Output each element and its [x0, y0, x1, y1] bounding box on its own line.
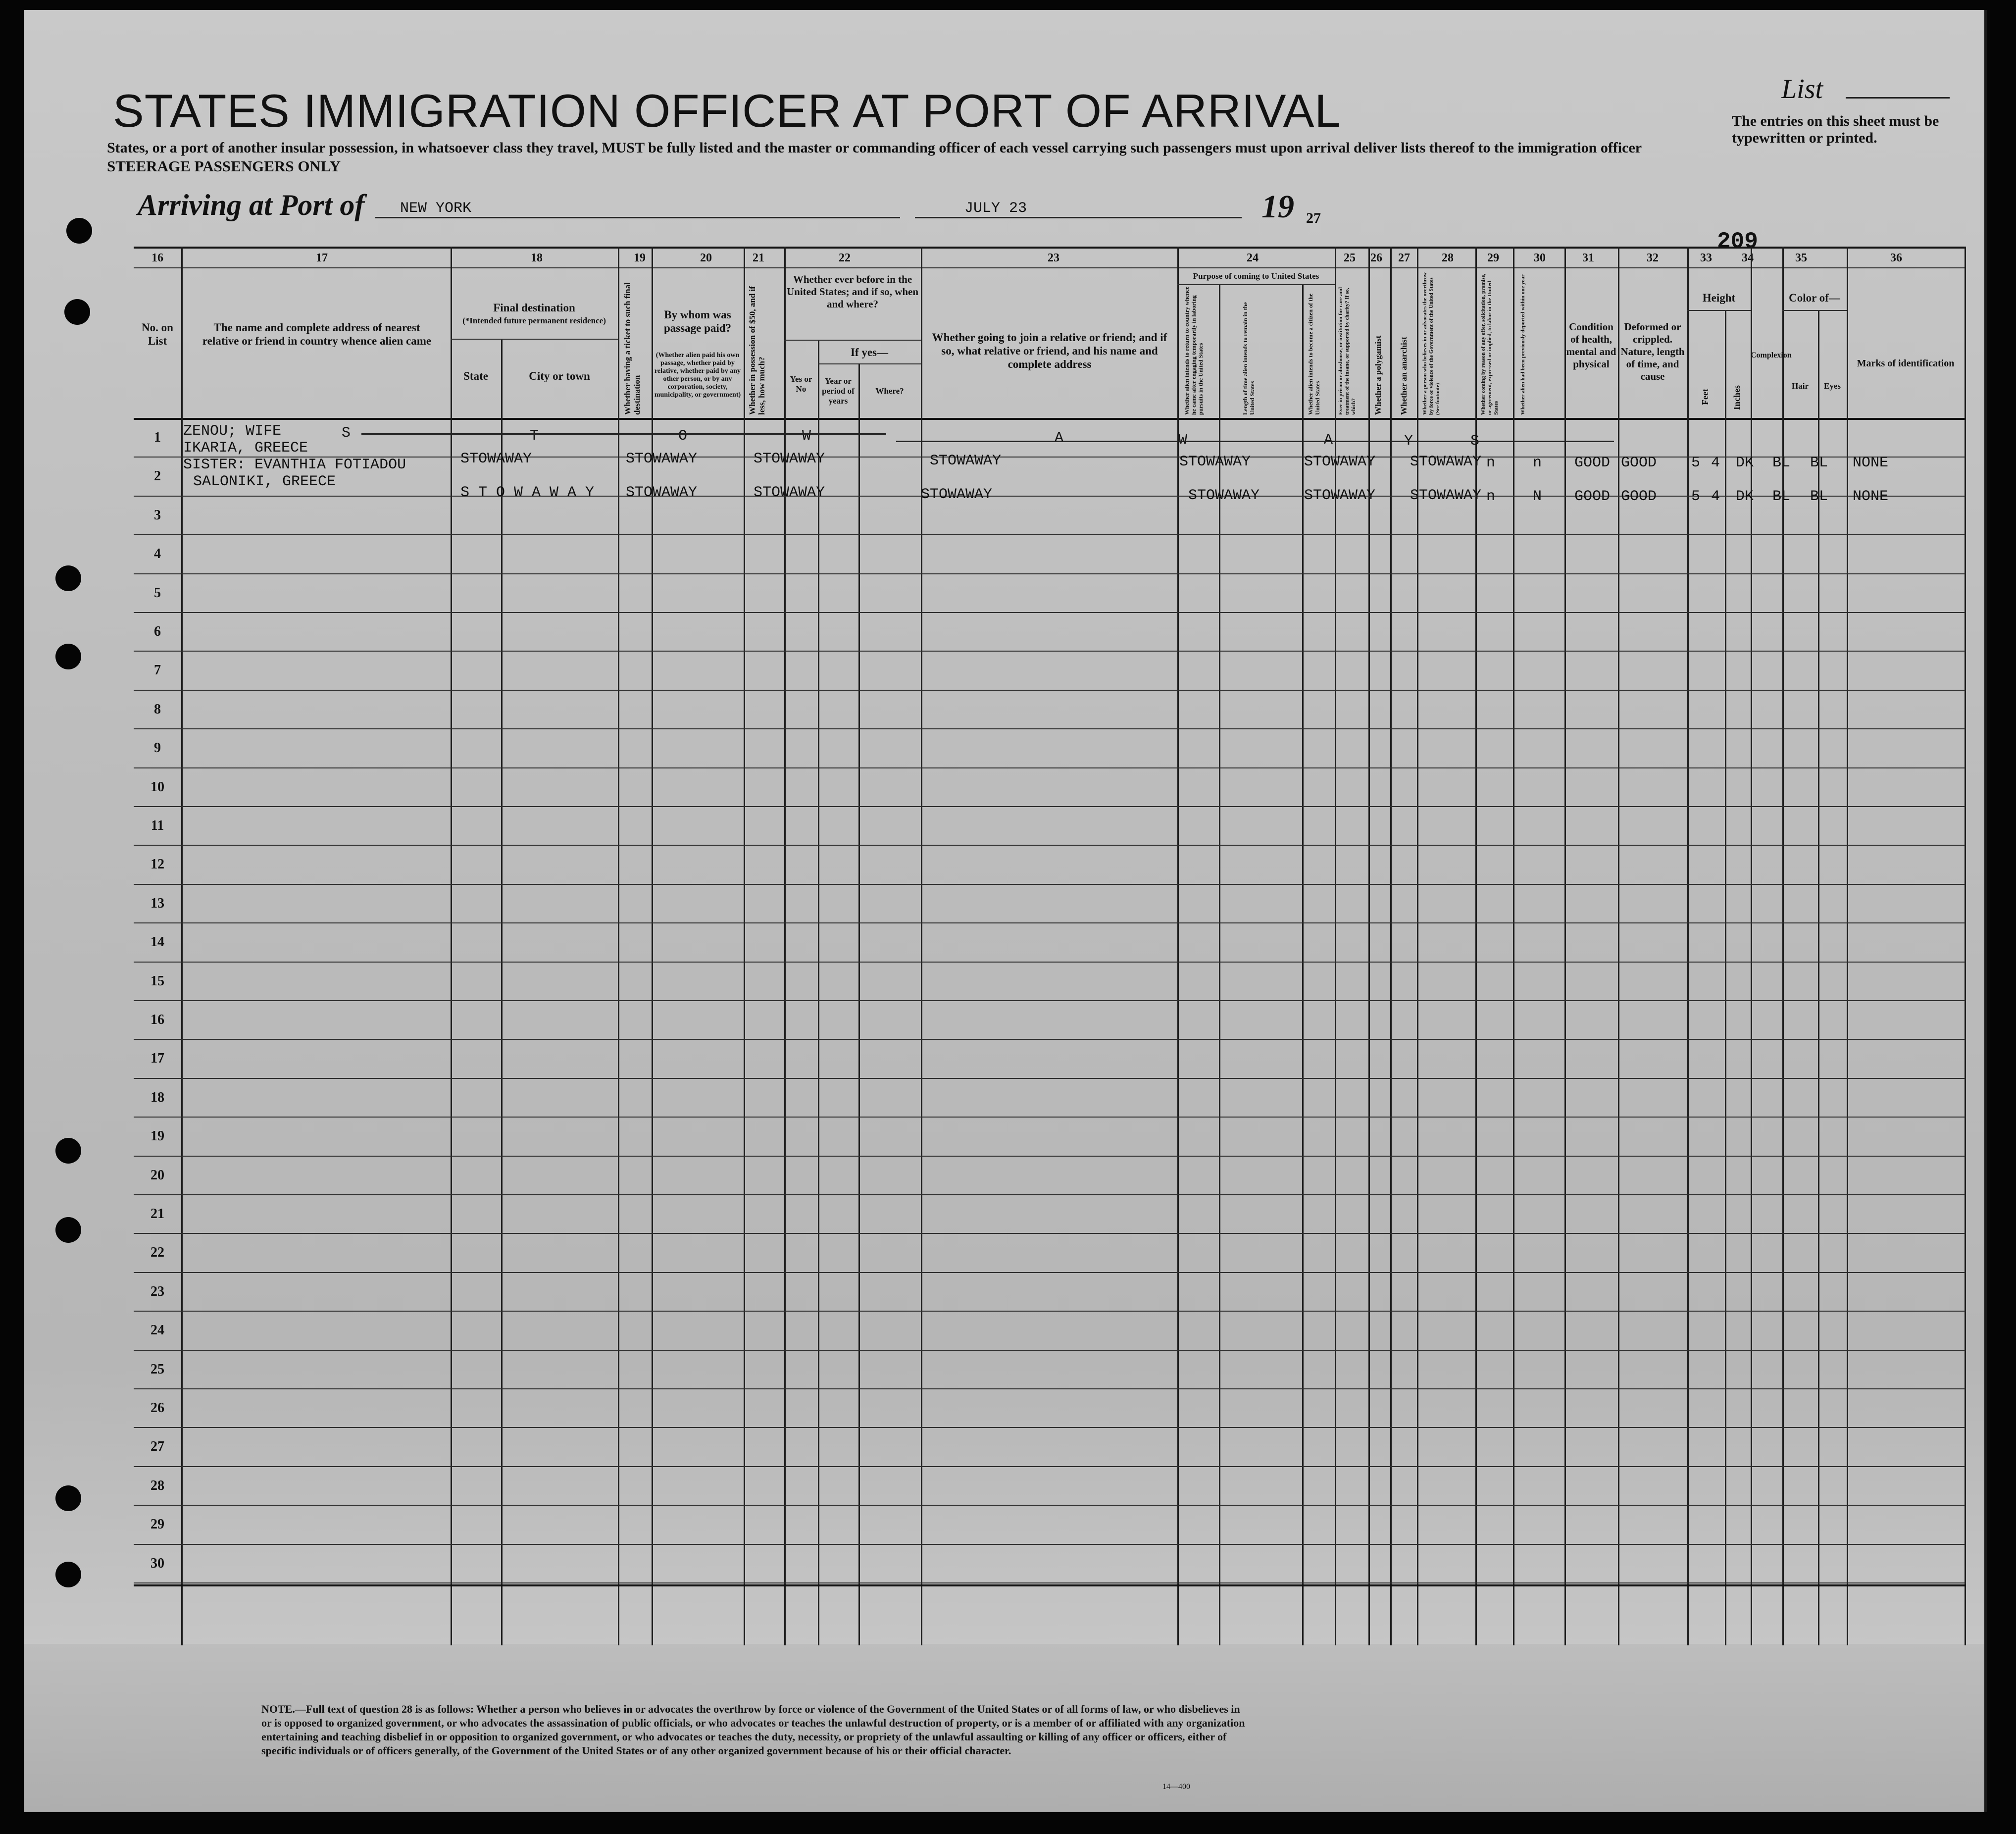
row1-marks: NONE: [1853, 455, 1889, 471]
row2-labor-offer: n: [1486, 488, 1496, 505]
row-number: 29: [151, 1517, 164, 1532]
row2-feet: 5: [1691, 488, 1701, 505]
colnum-31: 31: [1582, 252, 1594, 264]
row-line: [134, 884, 1966, 885]
binder-hole: [55, 565, 81, 591]
row2-deformed: GOOD: [1621, 488, 1657, 505]
page-title: STATES IMMIGRATION OFFICER AT PORT OF ARRIVAL: [113, 85, 1341, 137]
instruction-text: States, or a port of another insular possession, in whatsoever class they travel, MUST be fully listed and the master or commanding officer of each vessel carrying such passengers must upon arrival deliver lists thereof to the immigration officer: [107, 140, 1642, 156]
row-line: [134, 1544, 1966, 1545]
colnum-28: 28: [1442, 252, 1454, 264]
header-final-destination: Final destination: [493, 302, 575, 314]
row1-complexion: DK: [1736, 455, 1754, 471]
header-purpose-citizen: Whether alien intends to become a citizen of the United States: [1307, 293, 1321, 415]
colnum-26: 26: [1370, 252, 1382, 264]
header-subline: [451, 339, 618, 340]
row-line: [134, 728, 1966, 729]
row1-stowaways-letter: S: [342, 425, 351, 442]
row-line: [134, 573, 1966, 574]
row-line: [134, 767, 1966, 768]
row-line: [134, 1311, 1966, 1312]
row-line: [134, 496, 1966, 497]
colnum-row-border: [134, 267, 1966, 268]
header-color-of: Color of—: [1789, 292, 1840, 304]
form-number: 14—400: [1162, 1783, 1190, 1791]
row2-eyes: BL: [1810, 488, 1828, 505]
row-line: [134, 690, 1966, 691]
sheet-number: 209: [1717, 229, 1758, 255]
row-line: [134, 845, 1966, 846]
col-divider: [818, 341, 819, 1645]
row-line: [134, 1505, 1966, 1506]
row-number: 17: [151, 1051, 164, 1067]
row1-joining: STOWAWAY: [930, 453, 1002, 469]
port-label: Arriving at Port of: [138, 189, 365, 221]
row2-prison: STOWAWAY: [1304, 487, 1376, 504]
row1-strikethrough: [896, 441, 1614, 442]
colnum-18: 18: [531, 252, 543, 264]
row2-money: STOWAWAY: [754, 484, 825, 501]
row-line: [134, 1388, 1966, 1389]
manifest-sheet: [24, 10, 1987, 1812]
header-final-destination-note: (*Intended future permanent residence): [462, 316, 606, 325]
row-line: [134, 1117, 1966, 1118]
header-purpose-return: Whether alien intends to return to country whence he came after engaging temporarily in laboring pursuits in the United States: [1183, 286, 1204, 415]
row2-deported: N: [1533, 488, 1542, 505]
header-relative-address: The name and complete address of nearest relative or friend in country whence alien came: [202, 321, 432, 347]
row-number: 4: [154, 546, 161, 562]
row-line: [134, 1582, 1966, 1583]
col-divider: [1818, 310, 1819, 1645]
row-number: 2: [154, 468, 161, 484]
colnum-36: 36: [1890, 252, 1902, 264]
row2-complexion: DK: [1736, 488, 1754, 505]
row1-passage-paid: STOWAWAY: [626, 451, 698, 467]
header-prison: Ever in prison or almshouse, or institution for care and treatment of the insane, or supported by charity? If so, which?: [1338, 287, 1357, 415]
row-line: [134, 1078, 1966, 1079]
colnum-16: 16: [151, 252, 163, 264]
header-no-on-list: No. on List: [142, 321, 173, 347]
row2-address: SALONIKI, GREECE: [193, 473, 336, 490]
row1-overthrow: STOWAWAY: [1410, 454, 1482, 470]
row1-feet: 5: [1691, 455, 1701, 471]
row1-stowaways-letter: A: [1324, 432, 1333, 449]
header-yes-no: Yes or No: [790, 374, 812, 394]
row-line: [134, 1233, 1966, 1234]
header-city: City or town: [529, 370, 590, 382]
col-divider: [1302, 284, 1304, 1645]
row-number: 14: [151, 934, 164, 950]
header-join-relative: Whether going to join a relative or friend; and if so, what relative or friend, and his name and complete address: [932, 331, 1167, 370]
header-subline: [784, 340, 921, 341]
row-line: [134, 1156, 1966, 1157]
colnum-19: 19: [634, 252, 646, 264]
row-number: 8: [154, 701, 161, 717]
header-before-in-us: Whether ever before in the United States; and if so, when and where?: [786, 273, 919, 310]
row-line: [134, 1272, 1966, 1273]
row1-final-destination: STOWAWAY: [460, 451, 532, 467]
date-value: JULY 23: [964, 200, 1027, 217]
row1-address: IKARIA, GREECE: [183, 440, 308, 457]
colnum-21: 21: [753, 252, 764, 264]
header-subline: [1687, 310, 1751, 311]
header-years: Year or period of years: [822, 376, 855, 406]
colnum-35: 35: [1795, 252, 1807, 264]
header-state: State: [463, 370, 488, 382]
row1-money: STOWAWAY: [754, 451, 825, 467]
row-line: [134, 806, 1966, 807]
row1-eyes: BL: [1810, 455, 1828, 471]
header-passage-note: (Whether alien paid his own passage, whether paid by relative, whether paid by any other person, or by any corporation, society, municipality, or government): [654, 352, 741, 399]
binder-hole: [64, 299, 90, 325]
manifest-table: [134, 247, 1966, 1645]
header-subline: [818, 363, 921, 364]
colnum-33: 33: [1700, 252, 1712, 264]
row-number: 3: [154, 507, 161, 523]
binder-hole: [55, 1217, 81, 1243]
header-purpose: Purpose of coming to United States: [1193, 271, 1319, 281]
row1-stowaways-letter: Y: [1404, 433, 1413, 450]
header-feet: Feet: [1700, 389, 1710, 405]
row2-final-destination: S T O W A W A Y: [460, 484, 595, 501]
row1-prison: STOWAWAY: [1304, 454, 1376, 470]
header-deformed: Deformed or crippled. Nature, length of time, and cause: [1620, 321, 1685, 382]
header-eyes: Eyes: [1824, 381, 1841, 391]
row1-stowaways-letter: S: [1470, 433, 1480, 450]
row1-stowaways-letter: T: [530, 428, 539, 445]
row-number: 7: [154, 662, 161, 678]
row-line: [134, 1466, 1966, 1467]
row-number: 26: [151, 1400, 164, 1416]
colnum-23: 23: [1048, 252, 1059, 264]
binder-hole: [66, 218, 92, 244]
row-number: 13: [151, 895, 164, 911]
row-number: 27: [151, 1439, 164, 1455]
header-overthrow: Whether a person who believes in or advocates the overthrow by force or violence of the Government of the United States (See footnote): [1422, 272, 1441, 415]
row-number: 15: [151, 973, 164, 989]
row-number: 30: [151, 1555, 164, 1571]
row-line: [134, 922, 1966, 923]
col-divider: [858, 363, 860, 1645]
port-underline: [375, 217, 900, 218]
header-marks: Marks of identification: [1857, 358, 1955, 369]
steerage-label: STEERAGE PASSENGERS ONLY: [107, 157, 341, 175]
row1-deformed: GOOD: [1621, 455, 1657, 471]
row-number: 28: [151, 1477, 164, 1493]
row-number: 12: [151, 857, 164, 872]
header-purpose-length: Length of time alien intends to remain in the United States: [1242, 302, 1256, 415]
row-number: 11: [151, 818, 164, 833]
row1-stowaways-letter: O: [678, 428, 688, 445]
row2-health: GOOD: [1574, 488, 1611, 505]
year-prefix: 19: [1261, 189, 1294, 225]
row-line: [134, 651, 1966, 652]
binder-hole: [55, 1485, 81, 1511]
colnum-25: 25: [1344, 252, 1356, 264]
colnum-22: 22: [839, 252, 851, 264]
row-line: [134, 1427, 1966, 1428]
row1-stowaways-letter: A: [1055, 430, 1064, 447]
date-underline: [915, 217, 1242, 218]
colnum-30: 30: [1534, 252, 1546, 264]
header-anarchist: Whether an anarchist: [1399, 336, 1409, 415]
colnum-27: 27: [1398, 252, 1410, 264]
header-inches: Inches: [1732, 385, 1742, 410]
header-complexion: Complexion: [1751, 351, 1792, 359]
colnum-32: 32: [1647, 252, 1659, 264]
row2-joining: STOWAWAY: [921, 486, 993, 503]
row-number: 6: [154, 624, 161, 639]
header-deported: Whether alien had been previously deported within one year: [1520, 274, 1526, 415]
row1-strikethrough: [361, 433, 886, 435]
colnum-20: 20: [700, 252, 712, 264]
row1-labor-offer: n: [1486, 455, 1496, 471]
port-value: NEW YORK: [400, 200, 472, 217]
row-number: 5: [154, 585, 161, 601]
header-hair: Hair: [1792, 381, 1809, 391]
header-bottom-border: [134, 418, 1966, 420]
row1-purpose: STOWAWAY: [1179, 454, 1251, 470]
row-line: [134, 457, 1966, 458]
row1-inches: 4: [1711, 455, 1720, 471]
list-number-line: [1846, 97, 1950, 99]
row2-hair: BL: [1772, 488, 1791, 505]
colnum-17: 17: [316, 252, 328, 264]
row-number: 9: [154, 740, 161, 756]
table-top-border: [134, 247, 1966, 249]
col-divider: [1725, 310, 1726, 1645]
row-number: 24: [151, 1323, 164, 1338]
row-number: 16: [151, 1012, 164, 1027]
header-where: Where?: [875, 386, 904, 396]
row1-health: GOOD: [1574, 455, 1611, 471]
header-height: Height: [1702, 292, 1736, 304]
row2-overthrow: STOWAWAY: [1410, 487, 1482, 504]
binder-hole: [55, 1138, 81, 1164]
row1-stowaways-letter: W: [802, 428, 811, 445]
header-passage: By whom was passage paid?: [663, 308, 732, 334]
row-number: 20: [151, 1167, 164, 1183]
row1-stowaways-letter: W: [1178, 432, 1188, 449]
row-number: 1: [154, 430, 161, 445]
header-fifty-dollars: Whether in possession of $50, and if less, how much?: [748, 286, 766, 415]
row-line: [134, 1350, 1966, 1351]
colnum-34: 34: [1742, 252, 1754, 264]
header-ticket: Whether having a ticket to such final destination: [623, 282, 642, 415]
colnum-29: 29: [1487, 252, 1499, 264]
footnote-question-28: NOTE.—Full text of question 28 is as follows: Whether a person who believes in or advocates the overthrow by force or violence of the Government of the United States or of all forms of law, or who disbelieves in or is opposed to organized government, or who advocates the assassination of public officials, or who advocates or teaches the unlawful destruction of property, or is a member of or affiliated with any organization entertaining and teaching disbelief in or opposition to organized government, or who advocates or teaches the duty, necessity, or propriety of the unlawful assaulting or killing of any officer or officers, either of specific individuals or of officers generally, of the Government of the United States or of any other organized government because of his or their official character.: [261, 1703, 1245, 1757]
row2-inches: 4: [1711, 488, 1720, 505]
row-line: [134, 1000, 1966, 1001]
row-line: [134, 962, 1966, 963]
row-line: [134, 1194, 1966, 1195]
year-suffix: 27: [1306, 210, 1321, 226]
row1-hair: BL: [1772, 455, 1791, 471]
row-number: 19: [151, 1128, 164, 1144]
list-label: List: [1781, 74, 1823, 104]
row-number: 18: [151, 1089, 164, 1105]
row-number: 23: [151, 1283, 164, 1299]
binder-hole: [55, 1562, 81, 1587]
row2-relative: SISTER: EVANTHIA FOTIADOU: [183, 457, 406, 473]
colnum-24: 24: [1247, 252, 1259, 264]
row2-passage-paid: STOWAWAY: [626, 484, 698, 501]
header-health: Condition of health, mental and physical: [1566, 321, 1616, 370]
row2-purpose: STOWAWAY: [1188, 487, 1260, 504]
table-bottom-border: [134, 1584, 1966, 1586]
row-line: [134, 534, 1966, 535]
binder-hole: [55, 644, 81, 669]
header-labor-offer: Whether coming by reason of any offer, solicitation, promise, or agreement, expressed or implied, to labor in the United States: [1480, 273, 1499, 415]
row-number: 22: [151, 1245, 164, 1261]
typewritten-note: The entries on this sheet must be typewritten or printed.: [1732, 113, 1939, 146]
row2-marks: NONE: [1853, 488, 1889, 505]
header-subline: [1782, 310, 1847, 311]
row-line: [134, 1039, 1966, 1040]
row-line: [134, 612, 1966, 613]
row-number: 21: [151, 1206, 164, 1222]
row-number: 10: [151, 779, 164, 795]
row-number: 25: [151, 1361, 164, 1377]
header-if-yes: If yes—: [850, 346, 889, 358]
row1-relative: ZENOU; WIFE: [183, 423, 282, 440]
row1-deported: n: [1533, 455, 1542, 471]
header-polygamist: Whether a polygamist: [1373, 335, 1383, 415]
